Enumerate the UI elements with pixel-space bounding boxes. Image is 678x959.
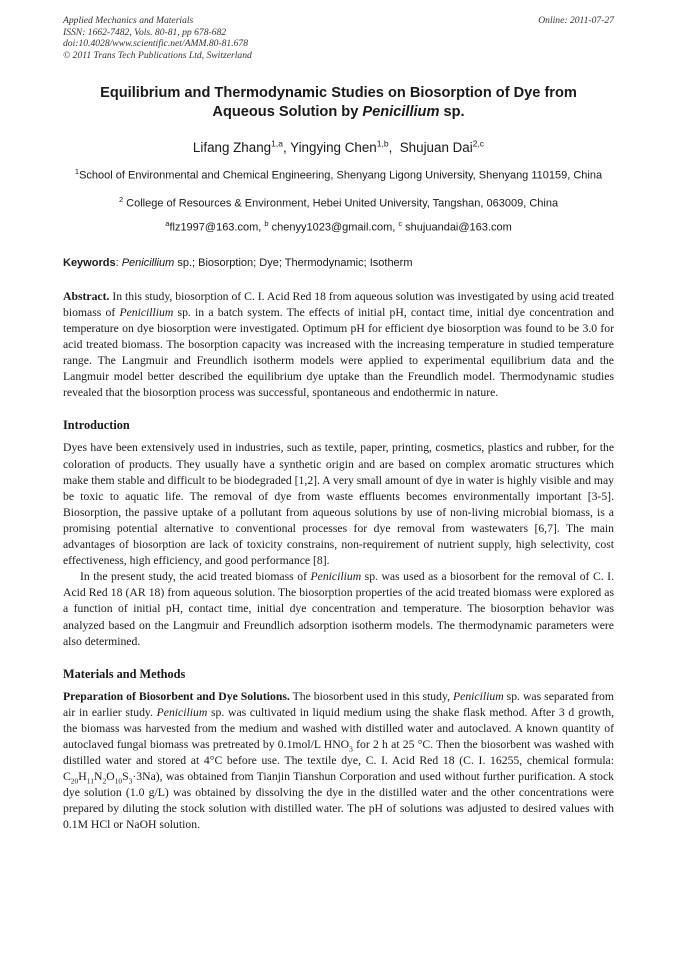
abstract-paragraph [63,289,614,402]
author-name: Shujuan Dai [399,139,473,155]
keywords-label: Keywords [63,256,116,269]
email-link[interactable]: chenyy1023@gmail.com, [268,221,399,234]
formula-text: H [78,770,87,784]
paragraph-italic: Penicilium [156,705,208,719]
author-list [63,135,614,155]
email-sup: a [165,219,170,229]
methods-body [63,689,614,834]
author-sep: , [388,139,400,155]
journal-doi: doi:10.4028/www.scientific.net/AMM.80-81.678 [63,38,249,50]
subscript: 10 [114,776,123,786]
author [400,140,484,155]
intro-paragraph-1: Dyes have been extensively used in industries, such as textile, paper, printing, cosmetics, plastics and rubber, for the coloration of products. They usually have a synthetic origin and are based on complex aromatic structures which make them stable and difficult to be biodegraded [1,2]. A very small amount of dye in water is highly visible and may be toxic to aquatic life. The removal of dye from waste effluents becomes environmentally important [3-5]. Biosorption, the passive uptake of a pollutant from aqueous solutions by use of non-living microbial biomass, is a promising potential alternative to conventional processes for dye removal from wastewaters [6,7]. The main advantages of biosorption are lack of toxicity constrains, non-requirement of nutrient supply, high selectivity, cost effectiveness, high efficiency, and good performance [8]. [63,441,614,568]
abstract-label: Abstract. [63,289,110,303]
paragraph-italic: Penicilium [453,689,504,703]
keywords-colon: : [115,256,122,269]
paragraph-text: sp. was cultivated in liquid medium using the shake flask method. After 3 d growth, the biomass was harvested from the medium and washed with distilled water and autoclaved. A known quantity of autoclaved fungal biomass was pretreated by 0.1mol/L HNO [63,705,614,751]
email-sup: c [398,219,403,229]
keywords [63,256,614,271]
affiliation-1 [63,164,614,184]
author-sep: , [282,139,291,155]
author-sup: 2,c [472,138,485,149]
journal-issn: ISSN: 1662-7482, Vols. 80-81, pp 678-682 [63,26,227,38]
title-text: Aqueous Solution by [212,104,363,121]
title-line-1: Equilibrium and Thermodynamic Studies on Biosorption of Dye from [100,85,577,102]
paragraph-italic: Penicilium [310,570,362,584]
affiliation-text: School of Environmental and Chemical Engineering, Shenyang Ligong University, Shenyang 110159, China [79,169,603,182]
title-line-2 [63,103,614,122]
author [193,140,290,155]
author-name: Lifang Zhang [192,139,272,155]
paragraph-text: ·3Na), was obtained from Tianjin Tianshun Corporation and used without further purification. A stock dye solution (1.0 g/L) was obtained by dissolving the dye in the distilled water and the other concentrations were prepared by diluting the stock solution with distilled water. The pH of solutions was adjusted to desired values with 0.1M HCl or NaOH solution. [63,770,614,832]
author-emails [63,216,614,236]
subsection-label: Preparation of Biosorbent and Dye Solutions. [63,689,290,703]
abstract-italic: Penicillium [119,305,174,319]
paragraph-text: The biosorbent used in this study, [289,689,454,703]
intro-paragraph-2 [63,569,614,649]
paragraph-text: sp. was used as a biosorbent for the removal of C. I. Acid Red 18 (AR 18) from aqueous solution. The biosorption properties of the acid treated biomass were explored as a function of initial pH, contact time, initial dye concentration and temperature. The biosorption behavior was analyzed based on the Langmuir and Freundlich adsorption isotherm models. The thermodynamic parameters were also determined. [63,570,614,648]
title-text: sp. [439,104,465,121]
paragraph-text: In the present study, the acid treated biomass of [80,570,311,584]
abstract-text: sp. in a batch system. The effects of initial pH, contact time, initial dye concentration and temperature on dye biosorption were investigated. Optimum pH for efficient dye biosorption was found to be 3.0 for acid treated biomass. The bosorption capacity was increased with the increasing temperature in studied temperature range. The Langmuir and Freundlich isotherm models were applied to experimental equilibrium data and the Langmuir model better described the equilibrium dye uptake than the Freundlich model. Thermodynamic studies revealed that the biosorption process was successful, spontaneous and endothermic in nature. [63,305,614,400]
email-link[interactable]: shujuandai@163.com [402,221,512,234]
introduction-body [63,440,614,649]
subscript: 11 [86,776,94,786]
author-sup: 1,a [271,138,283,149]
email-link[interactable]: flz1997@163.com, [169,221,265,234]
section-heading-introduction: Introduction [63,418,130,433]
abstract-text: In this study, biosorption of C. I. Acid Red 18 from aqueous solution was investigated by using acid treated biomass of [63,289,614,319]
formula-text: O [106,770,115,784]
journal-header [63,15,614,61]
subscript: 2 [102,776,107,786]
section-heading-methods: Materials and Methods [63,666,186,681]
abstract [63,289,614,402]
author-sup: 1,b [376,138,389,149]
subscript: 20 [70,776,79,786]
subscript: 3 [128,776,133,786]
email-sup: b [264,219,269,229]
formula-text: N [93,770,103,784]
affiliation-sup: 2 [118,194,124,204]
affiliation-2 [63,192,614,212]
affiliation-text: College of Resources & Environment, Hebei United University, Tangshan, 063009, China [123,197,559,210]
keyword-italic: Penicillium [121,256,175,269]
paragraph-text: sp. was separated from air in earlier study. [63,689,614,719]
journal-copyright: © 2011 Trans Tech Publications Ltd, Switzerland [63,49,252,61]
formula-text: S [122,770,129,784]
methods-paragraph-1 [63,689,614,834]
title-italic: Penicillium [362,104,440,121]
paragraph-text: for 2 h at 25 °C. Then the biosorbent was washed with distilled water and stored at 4°C before use. The textile dye, C. I. Acid Red 18 (C. I. 16255, chemical formula: C [63,737,614,784]
author [290,140,400,155]
keywords-text: sp.; Biosorption; Dye; Thermodynamic; Isotherm [174,256,413,269]
author-name: Yingying Chen [290,139,377,155]
online-date: Online: 2011-07-27 [538,15,614,26]
paper-title [63,84,614,122]
affiliation-sup: 1 [74,166,80,176]
journal-name: Applied Mechanics and Materials [63,15,194,26]
subscript: 3 [349,744,353,754]
